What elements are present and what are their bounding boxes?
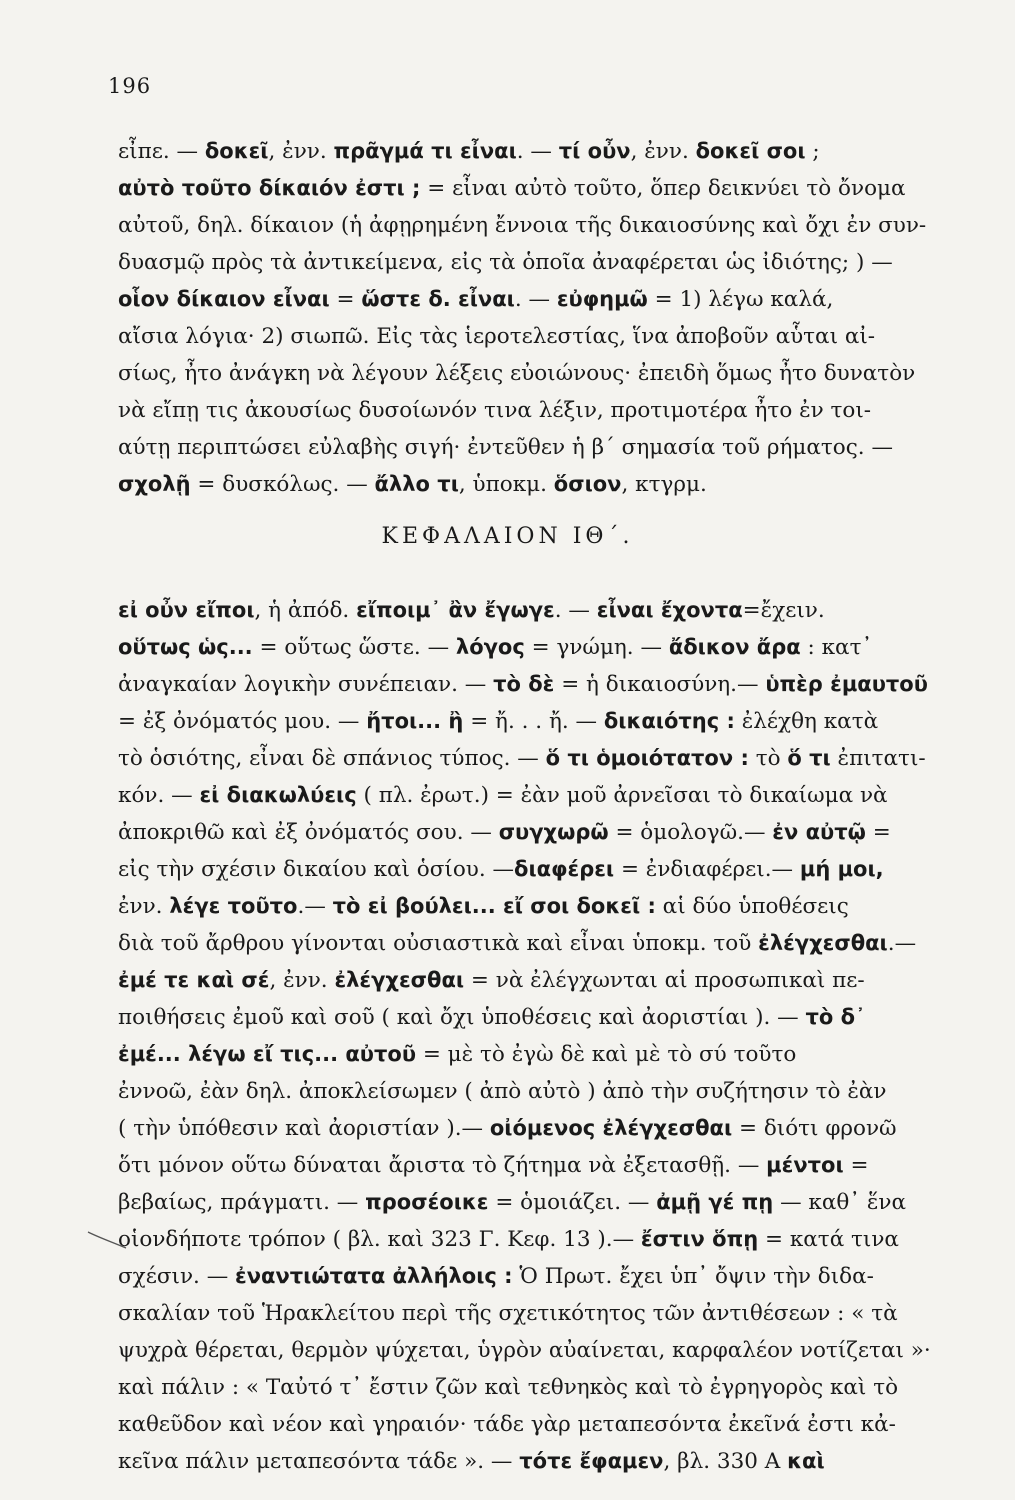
- lemma-term: σχολῇ: [118, 472, 191, 496]
- lemma-term: ἄδικον ἄρα: [668, 635, 801, 659]
- lemma-term: ἐν αὐτῷ: [772, 820, 866, 844]
- lemma-term: διαφέρει: [514, 857, 615, 881]
- text-line: [118, 1147, 990, 1184]
- gloss-text: =: [843, 1153, 869, 1178]
- gloss-text: αἴσια λόγια· 2) σιωπῶ. Εἰς τὰς ἱεροτελεστίας, ἵνα ἀποβοῦν αὗται αἰ-: [118, 324, 876, 349]
- gloss-text: .—: [297, 894, 333, 919]
- gloss-text: ἐπιτατι-: [830, 746, 926, 771]
- page-number: 196: [108, 74, 152, 98]
- text-line: [118, 962, 990, 999]
- text-line: [118, 244, 990, 281]
- lemma-term: ἐλέγχεσθαι: [334, 968, 465, 992]
- gloss-text: κόν. —: [118, 783, 200, 808]
- text-line: [118, 814, 990, 851]
- gloss-text: = διότι φρονῶ: [732, 1116, 897, 1141]
- gloss-text: σχέσιν. —: [118, 1264, 236, 1289]
- text-line: [118, 281, 990, 318]
- text-line: [118, 1110, 990, 1147]
- gloss-text: σίως, ἦτο ἀνάγκη νὰ λέγουν λέξεις εὐοιώνους· ἐπειδὴ ὅμως ἦτο δυνατὸν: [118, 361, 916, 386]
- lemma-term: αὐτὸ τοῦτο δίκαιόν ἐστι ;: [118, 176, 421, 200]
- gloss-text: αὐτοῦ, δηλ. δίκαιον (ἡ ἀφῃρημένη ἔννοια τῆς δικαιοσύνης καὶ ὄχι ἐν συν-: [118, 213, 927, 238]
- text-line: [118, 1258, 990, 1295]
- lemma-term: συγχωρῶ: [498, 820, 609, 844]
- commentary-block-2: [118, 592, 990, 1480]
- gloss-text: = ἤ. . . ἤ. —: [463, 709, 604, 734]
- text-line: [118, 592, 990, 629]
- lemma-term: τί οὖν: [558, 139, 631, 163]
- gloss-text: δυασμῷ πρὸς τὰ ἀντικείμενα, εἰς τὰ ὁποῖα ἀναφέρεται ὡς ἰδιότης; ) —: [118, 250, 893, 275]
- gloss-text: οἱονδήποτε τρόπον ( βλ. καὶ 323 Γ. Κεφ. 13 ).—: [118, 1227, 641, 1252]
- gloss-text: ἐνν.: [118, 894, 170, 919]
- text-line: [118, 392, 990, 429]
- lemma-term: λέγε τοῦτο: [169, 894, 298, 918]
- gloss-text: ( τὴν ὑπόθεσιν καὶ ἀοριστίαν ).—: [118, 1116, 490, 1141]
- lemma-term: ὥστε δ. εἶναι: [361, 287, 515, 311]
- lemma-term: ὑπὲρ ἐμαυτοῦ: [765, 672, 928, 696]
- lemma-term: τὸ δὲ: [493, 672, 555, 696]
- chapter-heading: ΚΕΦΑΛΑΙΟΝ ΙΘ΄.: [381, 524, 634, 549]
- gloss-text: βεβαίως, πράγματι. —: [118, 1190, 366, 1215]
- lemma-term: λόγος: [455, 635, 525, 659]
- text-line: [118, 318, 990, 355]
- gloss-text: = κατά τινα: [758, 1227, 899, 1252]
- gloss-text: =ἔχειν.: [742, 598, 825, 623]
- text-line: [118, 207, 990, 244]
- gloss-text: νὰ εἴπῃ τις ἀκουσίως δυσοίωνόν τινα λέξιν, προτιμοτέρα ἦτο ἐν τοι-: [118, 398, 872, 423]
- margin-pencil-mark: [86, 1228, 132, 1250]
- text-line: [118, 355, 990, 392]
- text-line: [118, 1332, 990, 1369]
- gloss-text: = νὰ ἐλέγχωνται αἱ προσωπικαὶ πε-: [464, 968, 865, 993]
- gloss-text: .—: [887, 931, 917, 956]
- gloss-text: = μὲ τὸ ἐγὼ δὲ καὶ μὲ τὸ σύ τοῦτο: [416, 1042, 797, 1067]
- gloss-text: = δυσκόλως. —: [190, 472, 375, 497]
- text-line: [118, 740, 990, 777]
- text-line: [118, 999, 990, 1036]
- gloss-text: , ἐνν.: [268, 139, 334, 164]
- text-line: [118, 777, 990, 814]
- gloss-text: = γνώμη. —: [524, 635, 669, 660]
- lemma-term: τὸ δ᾽: [805, 1005, 866, 1029]
- text-line: [118, 1406, 990, 1443]
- lemma-term: τὸ εἰ βούλει... εἴ σοι δοκεῖ :: [332, 894, 656, 918]
- text-line: [118, 703, 990, 740]
- lemma-term: οἷον δίκαιον εἶναι: [118, 287, 330, 311]
- lemma-term: ἤτοι... ἢ: [366, 709, 464, 733]
- gloss-text: Ὁ Πρωτ. ἔχει ὑπ᾽ ὄψιν τὴν διδα-: [512, 1264, 874, 1289]
- lemma-term: ἄλλο τι: [374, 472, 459, 496]
- lemma-term: εὐφημῶ: [556, 287, 648, 311]
- text-line: [118, 1221, 990, 1258]
- text-line: [118, 1036, 990, 1073]
- lemma-term: ἐλέγχεσθαι: [758, 931, 888, 955]
- gloss-text: αἱ δύο ὑποθέσεις: [655, 894, 849, 919]
- gloss-text: . —: [514, 287, 557, 312]
- gloss-text: ποιθήσεις ἐμοῦ καὶ σοῦ ( καὶ ὄχι ὑποθέσεις καὶ ἀοριστίαι ). —: [118, 1005, 806, 1030]
- gloss-text: = οὕτως ὥστε. —: [252, 635, 456, 660]
- lemma-term: τότε ἔφαμεν: [519, 1449, 664, 1473]
- gloss-text: . —: [516, 139, 559, 164]
- gloss-text: διὰ τοῦ ἄρθρου γίνονται οὐσιαστικὰ καὶ εἶναι ὑποκμ. τοῦ: [118, 931, 759, 956]
- lemma-term: εἴποιμ᾽ ἂν ἔγωγε: [356, 598, 555, 622]
- gloss-text: ἐλέχθη κατὰ: [734, 709, 879, 734]
- gloss-text: = ἐξ ὀνόματός μου. —: [118, 709, 367, 734]
- gloss-text: εἶπε. —: [118, 139, 205, 164]
- text-line: [118, 1369, 990, 1406]
- gloss-text: τὸ: [748, 746, 788, 771]
- lemma-term: δοκεῖ: [204, 139, 269, 163]
- lemma-term: δοκεῖ σοι: [695, 139, 806, 163]
- text-line: [118, 466, 990, 503]
- gloss-text: ἀποκριθῶ καὶ ἐξ ὀνόματός σου. —: [118, 820, 499, 845]
- gloss-text: , κτγρμ.: [621, 472, 707, 497]
- gloss-text: ὅτι μόνον οὕτω δύναται ἄριστα τὸ ζήτημα νὰ ἐξετασθῇ. —: [118, 1153, 767, 1178]
- gloss-text: σκαλίαν τοῦ Ἡρακλείτου περὶ τῆς σχετικότητος τῶν ἀντιθέσεων : « τὰ: [118, 1301, 898, 1326]
- gloss-text: , ἐνν.: [269, 968, 335, 993]
- text-line: [118, 925, 990, 962]
- gloss-text: : κατ᾽: [800, 635, 873, 660]
- lemma-term: προσέοικε: [365, 1190, 489, 1214]
- gloss-text: εἰς τὴν σχέσιν δικαίου καὶ ὁσίου. —: [118, 857, 515, 882]
- commentary-block-1: [118, 133, 990, 503]
- gloss-text: , ἐνν.: [630, 139, 696, 164]
- lemma-term: ἐμέ... λέγω εἴ τις... αὐτοῦ: [118, 1042, 416, 1066]
- lemma-term: οἰόμενος ἐλέγχεσθαι: [489, 1116, 733, 1140]
- lemma-term: ὅ τι ὁμοιότατον :: [545, 746, 749, 770]
- lemma-term: ὅ τι: [787, 746, 831, 770]
- gloss-text: — καθ᾽ ἕνα: [773, 1190, 907, 1215]
- gloss-text: ψυχρὰ θέρεται, θερμὸν ψύχεται, ὑγρὸν αὐαίνεται, καρφαλέον νοτίζεται »·: [118, 1338, 931, 1363]
- gloss-text: καὶ πάλιν : « Ταὐτό τ᾽ ἔστιν ζῶν καὶ τεθνηκὸς καὶ τὸ ἐγρηγορὸς καὶ τὸ: [118, 1375, 899, 1400]
- lemma-term: δικαιότης :: [603, 709, 735, 733]
- gloss-text: ἐννοῶ, ἐὰν δηλ. ἀποκλείσωμεν ( ἀπὸ αὐτὸ ) ἀπὸ τὴν συζήτησιν τὸ ἐὰν: [118, 1079, 887, 1104]
- gloss-text: = ἡ δικαιοσύνη.—: [554, 672, 766, 697]
- text-line: [118, 1073, 990, 1110]
- gloss-text: αύτῃ περιπτώσει εὐλαβὴς σιγή· ἐντεῦθεν ἡ β΄ σημασία τοῦ ρήματος. —: [118, 435, 893, 460]
- lemma-term: μέντοι: [766, 1153, 844, 1177]
- gloss-text: , ἡ ἀπόδ.: [254, 598, 357, 623]
- text-line: [118, 629, 990, 666]
- gloss-text: καθεῦδον καὶ νέον καὶ γηραιόν· τάδε γὰρ μεταπεσόντα ἐκεῖνά ἐστι κἀ-: [118, 1412, 896, 1437]
- text-line: [118, 1184, 990, 1221]
- lemma-term: ἐναντιώτατα ἀλλήλοις :: [235, 1264, 513, 1288]
- lemma-term: εἶναι ἔχοντα: [596, 598, 743, 622]
- text-line: [118, 170, 990, 207]
- gloss-text: = ὁμοιάζει. —: [488, 1190, 657, 1215]
- gloss-text: , ὑποκμ.: [458, 472, 554, 497]
- gloss-text: , βλ. 330 Α: [663, 1449, 788, 1474]
- gloss-text: = ἐνδιαφέρει.—: [614, 857, 800, 882]
- lemma-term: ἀμῇ γέ πῃ: [656, 1190, 774, 1214]
- gloss-text: κεῖνα πάλιν μεταπεσόντα τάδε ». —: [118, 1449, 520, 1474]
- gloss-text: ἀναγκαίαν λογικὴν συνέπειαν. —: [118, 672, 494, 697]
- gloss-text: ;: [805, 139, 820, 164]
- gloss-text: =: [865, 820, 891, 845]
- lemma-term: εἰ οὖν εἴποι: [118, 598, 255, 622]
- text-line: [118, 133, 990, 170]
- gloss-text: = εἶναι αὐτὸ τοῦτο, ὅπερ δεικνύει τὸ ὄνομα: [420, 176, 906, 201]
- text-line: [118, 1443, 990, 1480]
- text-line: [118, 429, 990, 466]
- lemma-term: ἐμέ τε καὶ σέ: [118, 968, 270, 992]
- lemma-term: εἰ διακωλύεις: [199, 783, 357, 807]
- lemma-term: καὶ: [787, 1449, 825, 1473]
- gloss-text: = ὁμολογῶ.—: [608, 820, 773, 845]
- gloss-text: . —: [554, 598, 597, 623]
- lemma-term: πρᾶγμά τι εἶναι: [333, 139, 517, 163]
- gloss-text: =: [329, 287, 362, 312]
- lemma-term: ὅσιον: [553, 472, 622, 496]
- lemma-term: οὕτως ὡς...: [118, 635, 253, 659]
- text-line: [118, 1295, 990, 1332]
- text-line: [118, 851, 990, 888]
- text-line: [118, 888, 990, 925]
- gloss-text: τὸ ὁσιότης, εἶναι δὲ σπάνιος τύπος. —: [118, 746, 546, 771]
- gloss-text: ( πλ. ἐρωτ.) = ἐὰν μοῦ ἀρνεῖσαι τὸ δικαίωμα νὰ: [356, 783, 888, 808]
- lemma-term: μή μοι,: [799, 857, 884, 881]
- gloss-text: = 1) λέγω καλά,: [647, 287, 834, 312]
- lemma-term: ἔστιν ὅπῃ: [640, 1227, 759, 1251]
- text-line: [118, 666, 990, 703]
